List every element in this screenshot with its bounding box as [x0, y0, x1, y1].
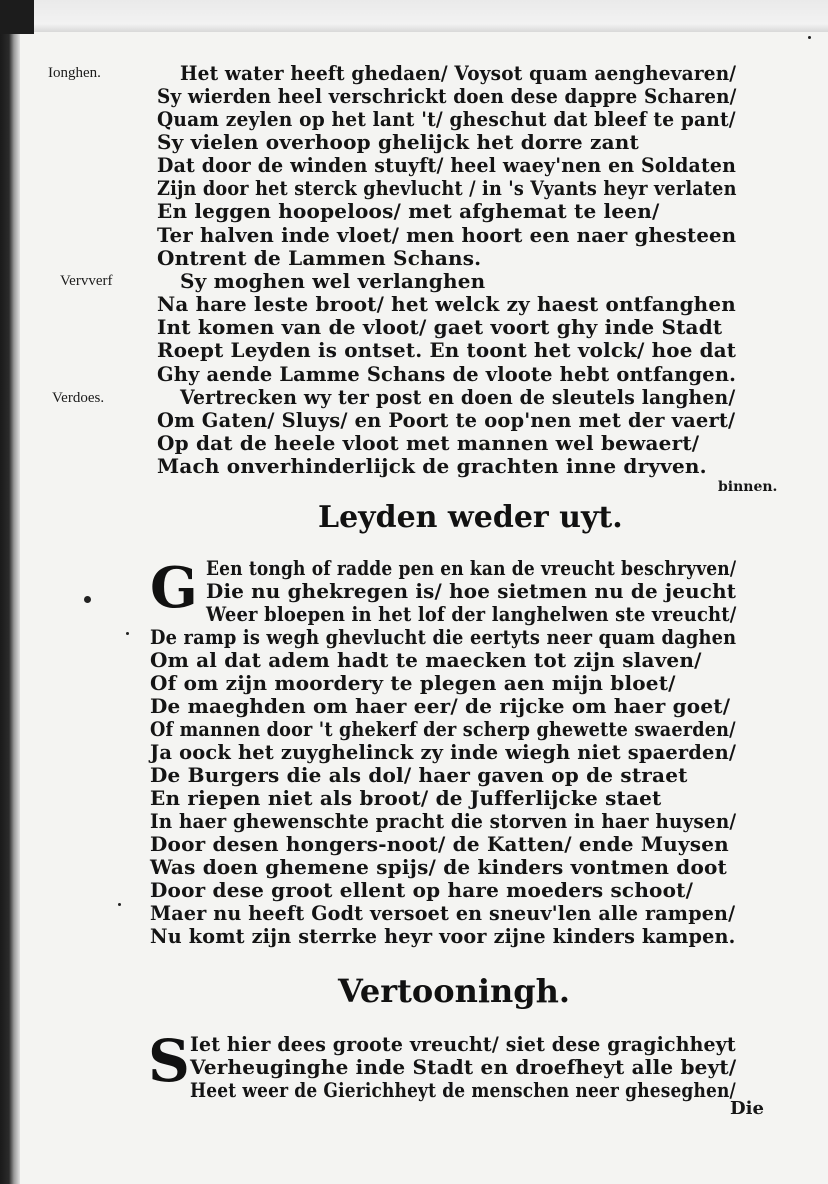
verse-line: Roept Leyden is ontset. En toont het volck/ hoe dat — [157, 338, 737, 362]
verse-line: De ramp is wegh ghevlucht die eertyts neer quam daghen — [150, 625, 737, 649]
ink-speck — [126, 632, 129, 635]
verse-line: Op dat de heele vloot met mannen wel bewaert/ — [157, 431, 700, 455]
ink-speck — [808, 36, 811, 39]
verse-line: Quam zeylen op het lant 't/ gheschut dat bleef te pant/ — [157, 107, 736, 131]
verse-line: Ja oock het zuyghelinck zy inde wiegh niet spaerden/ — [150, 740, 737, 764]
verse-line: Heet weer de Gierichheyt de menschen neer gheseghen/ — [190, 1078, 736, 1102]
verse-line: Om Gaten/ Sluys/ en Poort te oop'nen met der vaert/ — [157, 408, 736, 432]
verse-line: Int komen van de vloot/ gaet voort ghy inde Stadt — [157, 315, 723, 339]
verse-line: Dat door de winden stuyft/ heel waey'nen en Soldaten — [157, 153, 737, 177]
catchword: binnen. — [718, 479, 778, 495]
verse-line: Zijn door het sterck ghevlucht / in 's Vyants heyr verlaten — [157, 176, 737, 200]
verse-line: Verheuginghe inde Stadt en droefheyt alle beyt/ — [190, 1055, 737, 1079]
speaker-name: Ionghen. — [48, 65, 101, 81]
verse-line: Om al dat adem hadt te maecken tot zijn slaven/ — [150, 648, 702, 672]
verse-line: Sy moghen wel verlanghen — [180, 269, 486, 293]
ink-speck — [84, 596, 91, 603]
speaker-name: Verdoes. — [52, 390, 105, 406]
verse-line: Was doen ghemene spijs/ de kinders vontmen doot — [150, 855, 727, 879]
verse-line: Na hare leste broot/ het welck zy haest ontfanghen — [157, 292, 736, 316]
catchword: Die — [730, 1098, 764, 1119]
verse-line: Sy wierden heel verschrickt doen dese dappre Scharen/ — [157, 84, 737, 108]
verse-line: Of mannen door 't ghekerf der scherp ghewette swaerden/ — [150, 717, 736, 741]
speaker-name: Vervverf — [60, 273, 113, 289]
verse-line: Door dese groot ellent op hare moeders schoot/ — [150, 878, 694, 902]
verse-line: Vertrecken wy ter post en doen de sleutels langhen/ — [180, 385, 736, 409]
verse-line: Ter halven inde vloet/ men hoort een naer ghesteen — [157, 223, 737, 247]
verse-line: Weer bloepen in het lof der langhelwen ste vreucht/ — [206, 602, 737, 626]
drop-cap: G — [150, 555, 198, 621]
ink-speck — [118, 903, 121, 906]
verse-line: Of om zijn moordery te plegen aen mijn bloet/ — [150, 671, 676, 695]
verse-line: Sy vielen overhoop ghelijck het dorre zant — [157, 130, 639, 154]
verse-line: Maer nu heeft Godt versoet en sneuv'len alle rampen/ — [150, 901, 736, 925]
book-spine-shadow — [0, 0, 20, 1184]
drop-cap: S — [148, 1027, 190, 1095]
verse-line: Nu komt zijn sterrke heyr voor zijne kinders kampen. — [150, 924, 736, 948]
verse-line: Door desen hongers-noot/ de Katten/ ende Muysen — [150, 832, 729, 856]
section-heading: Vertooningh. — [338, 972, 571, 1010]
verse-line: En riepen niet als broot/ de Jufferlijcke staet — [150, 786, 662, 810]
verse-line: De Burgers die als dol/ haer gaven op de straet — [150, 763, 688, 787]
scan-top-edge — [0, 0, 828, 32]
verse-line: Het water heeft ghedaen/ Voysot quam aenghevaren/ — [180, 61, 737, 85]
verse-line: Iet hier dees groote vreucht/ siet dese gragichheyt — [190, 1032, 736, 1056]
scan-corner-mark — [0, 0, 34, 34]
verse-line: Die nu ghekregen is/ hoe sietmen nu de jeucht — [206, 579, 737, 603]
verse-line: Mach onverhinderlijck de grachten inne dryven. — [157, 454, 707, 478]
verse-line: Een tongh of radde pen en kan de vreucht beschryven/ — [206, 556, 737, 580]
verse-line: Ghy aende Lamme Schans de vloote hebt ontfangen. — [157, 362, 737, 386]
verse-line: De maeghden om haer eer/ de rijcke om haer goet/ — [150, 694, 731, 718]
verse-line: In haer ghewenschte pracht die storven in haer huysen/ — [150, 809, 737, 833]
verse-line: En leggen hoopeloos/ met afghemat te leen/ — [157, 199, 660, 223]
section-heading: Leyden weder uyt. — [318, 500, 623, 535]
verse-line: Ontrent de Lammen Schans. — [157, 246, 482, 270]
